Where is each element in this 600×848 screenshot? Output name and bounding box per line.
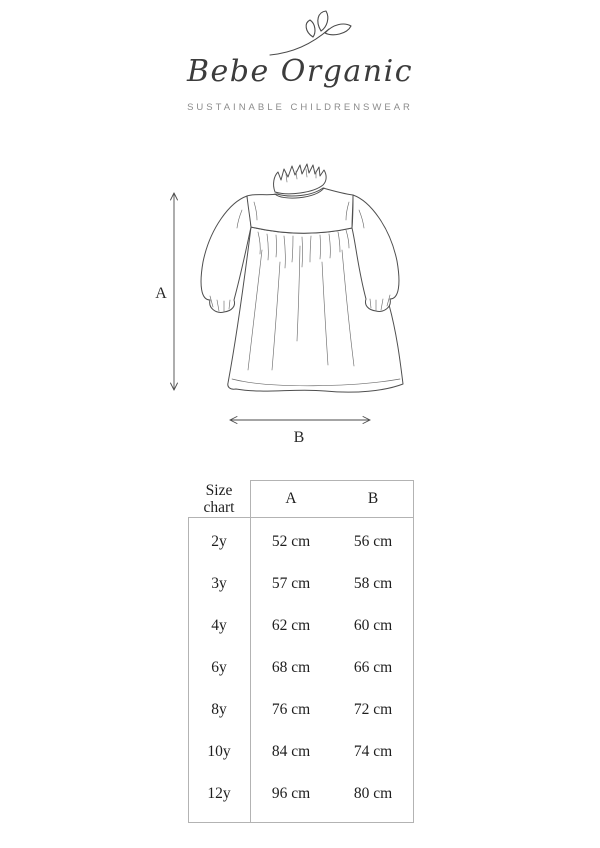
size-label: 10y <box>207 743 231 760</box>
measurement-b-value: 80 cm <box>353 785 393 802</box>
measurement-a-value: 84 cm <box>271 743 311 760</box>
brand-name: Bebe Organic <box>186 54 414 89</box>
size-chart-table <box>188 480 414 823</box>
measurement-b-value: 72 cm <box>353 701 393 718</box>
size-label: 2y <box>211 533 227 550</box>
width-arrow <box>230 417 370 424</box>
measurement-b-value: 60 cm <box>353 617 393 634</box>
brand-tagline: SUSTAINABLE CHILDRENSWEAR <box>187 102 413 113</box>
dress-yoke <box>247 188 353 233</box>
table-header-row <box>188 480 414 517</box>
measurement-b-value: 74 cm <box>353 743 393 760</box>
size-label: 3y <box>211 575 227 592</box>
size-label: 8y <box>211 701 227 718</box>
table-row <box>188 563 414 605</box>
measurement-a-value: 76 cm <box>271 701 311 718</box>
table-row <box>188 647 414 689</box>
size-label: 12y <box>207 785 231 802</box>
table-row <box>188 773 414 815</box>
dress-line-drawing <box>150 150 450 450</box>
width-measure-label: B <box>293 429 305 446</box>
height-arrow <box>171 193 178 390</box>
column-header-b: B <box>367 489 379 507</box>
table-row <box>188 605 414 647</box>
leaf-sprig-icon <box>265 8 360 60</box>
dress-collar-ruffle <box>274 164 327 194</box>
table-row <box>188 689 414 731</box>
measurement-a-value: 57 cm <box>271 575 311 592</box>
measurement-a-value: 62 cm <box>271 617 311 634</box>
measurement-b-value: 56 cm <box>353 533 393 550</box>
column-header-a: A <box>285 489 297 507</box>
size-label: 4y <box>211 617 227 634</box>
measurement-b-value: 58 cm <box>353 575 393 592</box>
size-label: 6y <box>211 659 227 676</box>
measurement-a-value: 68 cm <box>271 659 311 676</box>
table-row <box>188 731 414 773</box>
table-row <box>188 521 414 563</box>
measurement-b-value: 66 cm <box>353 659 393 676</box>
table-rows <box>188 521 414 815</box>
measurement-a-value: 52 cm <box>271 533 311 550</box>
measurement-a-value: 96 cm <box>271 785 311 802</box>
size-chart-title: Size chart <box>203 481 235 516</box>
height-measure-label: A <box>155 285 167 302</box>
